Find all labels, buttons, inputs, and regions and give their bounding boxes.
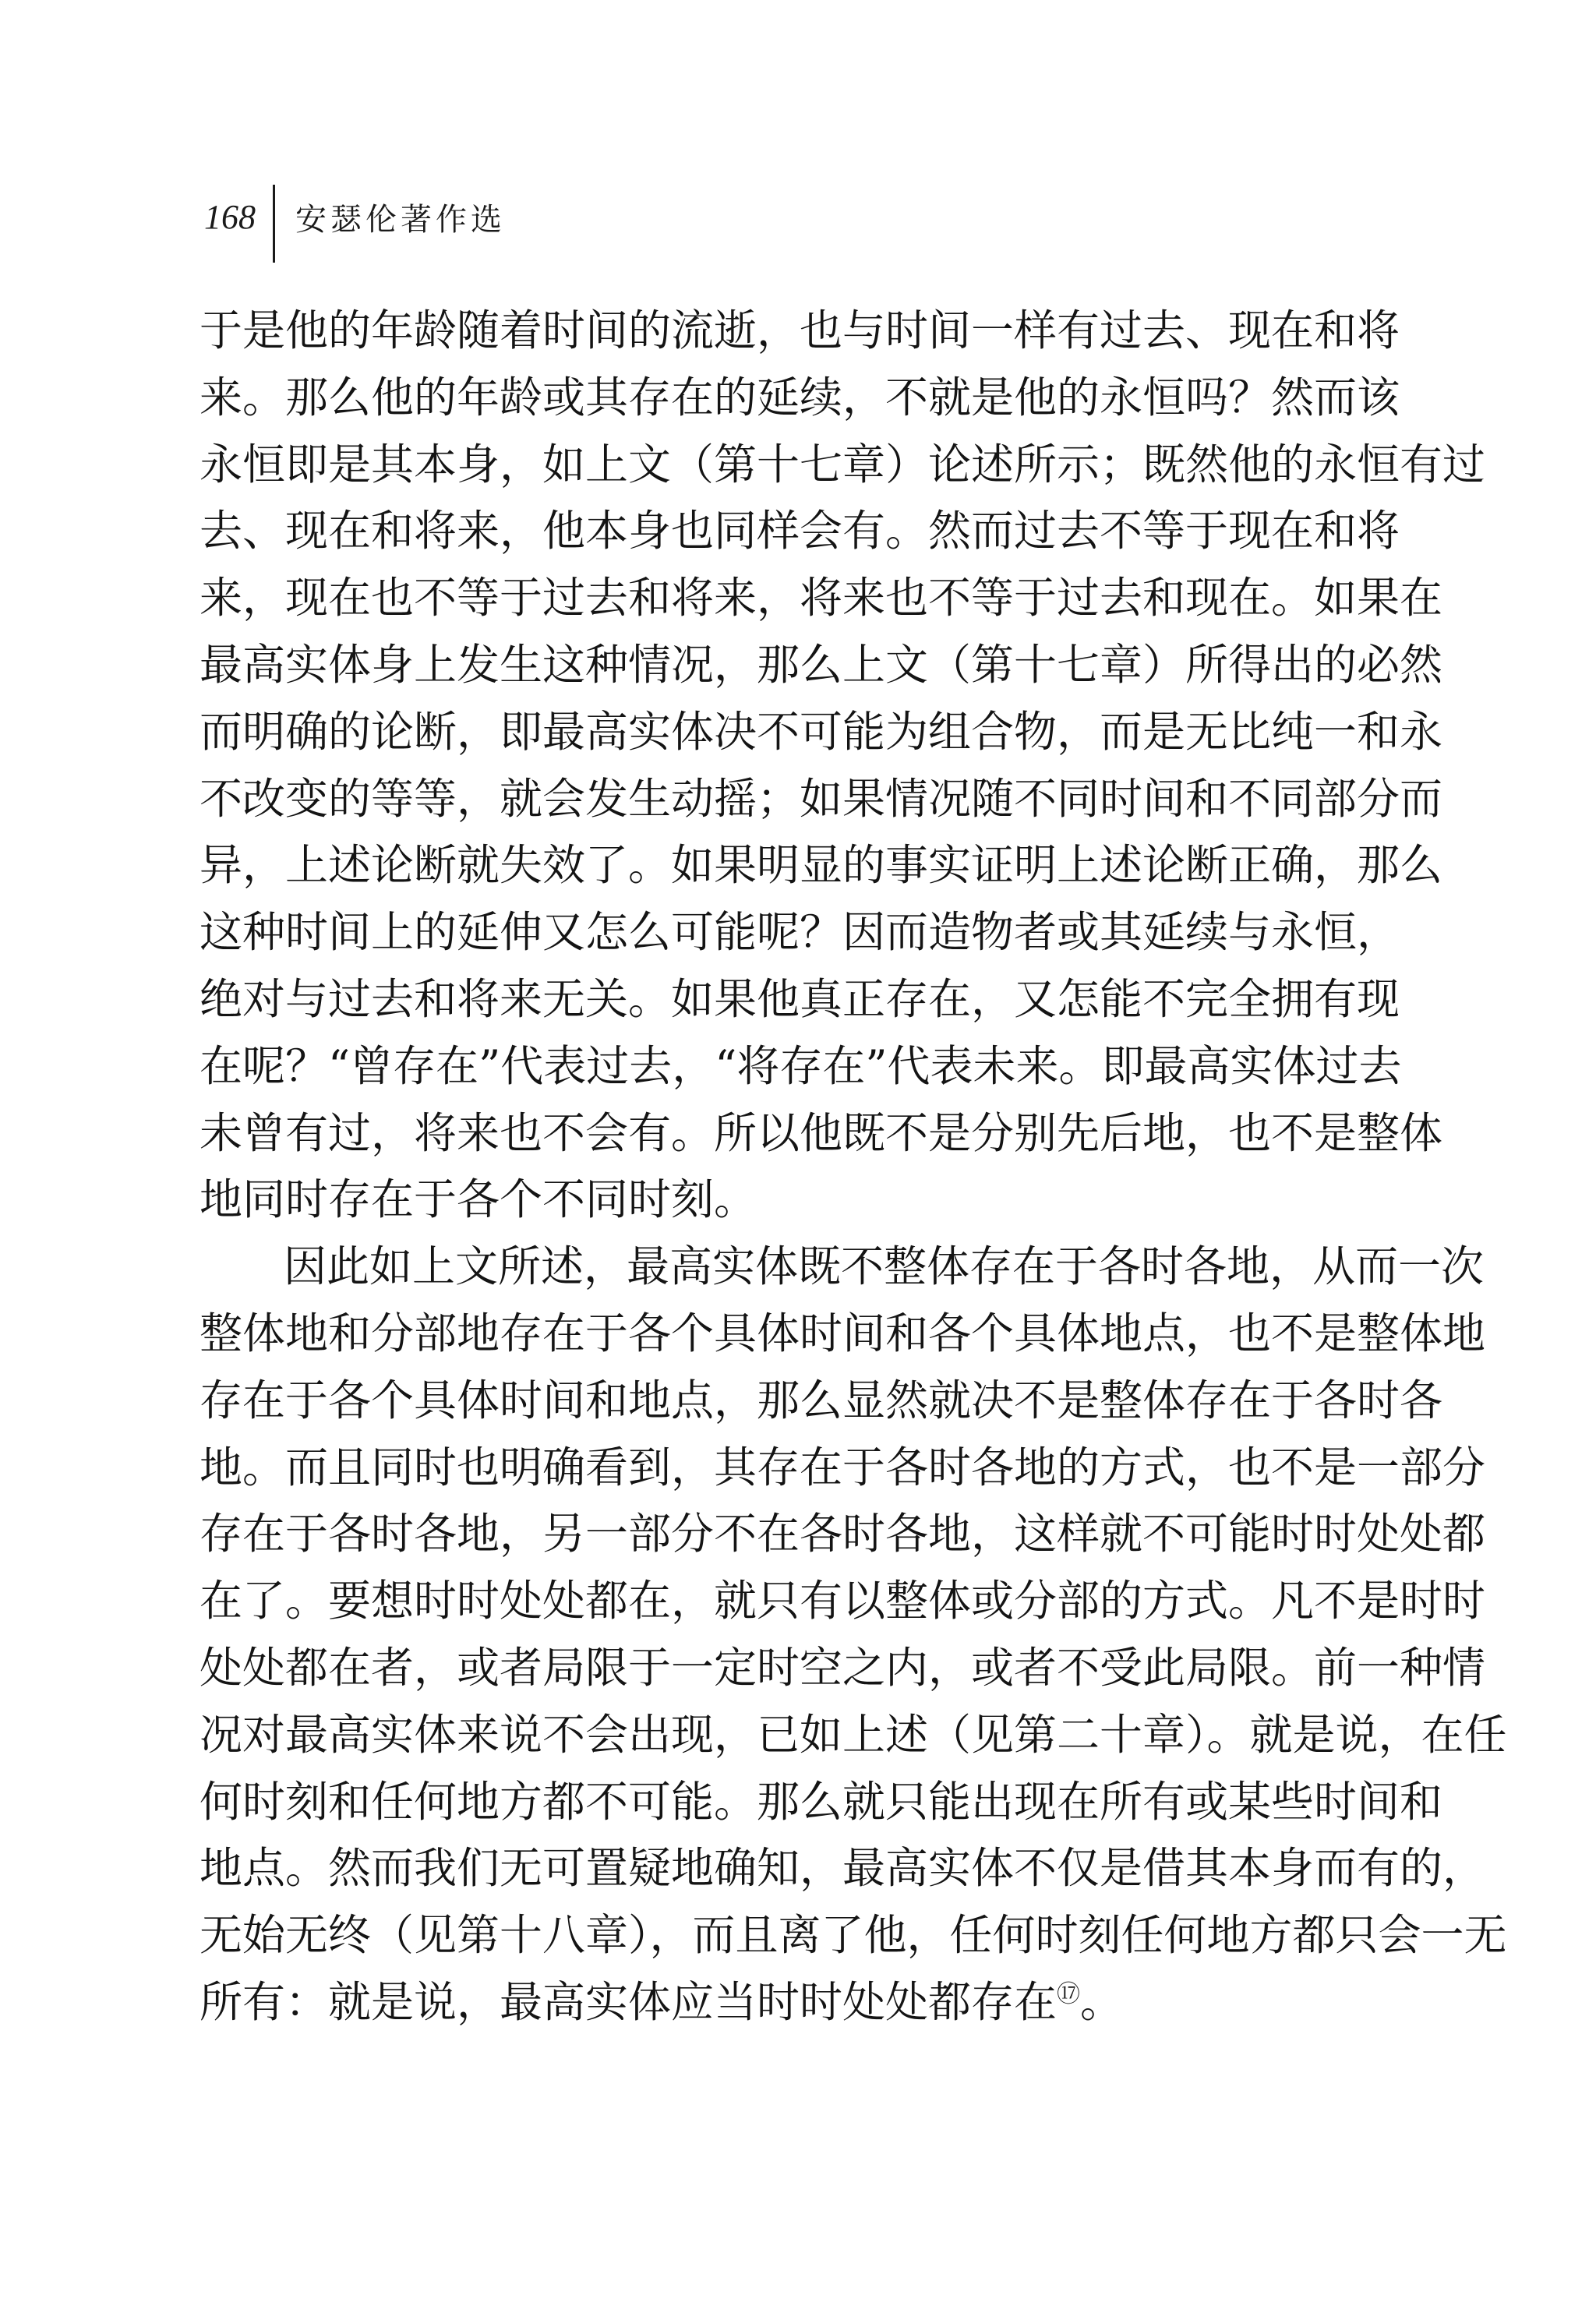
- text-line: 在了。要想时时处处都在，就只有以整体或分部的方式。凡不是时时: [200, 1576, 1486, 1626]
- text-line: 异，上述论断就失效了。如果明显的事实证明上述论断正确，那么: [200, 840, 1443, 891]
- paragraph-2: [200, 1234, 1507, 2036]
- text-line: 地点。然而我们无可置疑地确知，最高实体不仅是借其本身而有的，: [200, 1843, 1486, 1894]
- text-line: 最高实体身上发生这种情况，那么上文（第十七章）所得出的必然: [200, 639, 1443, 690]
- text-line: 这种时间上的延伸又怎么可能呢？因而造物者或其延续与永恒，: [200, 907, 1400, 958]
- text-line: 地。而且同时也明确看到，其存在于各时各地的方式，也不是一部分: [200, 1442, 1486, 1492]
- text-line: 整体地和分部地存在于各个具体时间和各个具体地点，也不是整体地: [200, 1308, 1486, 1358]
- final-line-end: 。: [1080, 1976, 1124, 2027]
- text-line: 永恒即是其本身，如上文（第十七章）论述所示；既然他的永恒有过: [200, 439, 1486, 489]
- text-line: 来。那么他的年龄或其存在的延续，不就是他的永恒吗？然而该: [200, 372, 1400, 422]
- text-line: 地同时存在于各个不同时刻。: [200, 1174, 757, 1225]
- text-line: 而明确的论断，即最高实体决不可能为组合物，而是无比纯一和永: [200, 706, 1443, 757]
- running-header: [204, 178, 506, 256]
- text-line: 况对最高实体来说不会出现，已如上述（见第二十章）。就是说，在任: [200, 1709, 1507, 1760]
- text-line: 来，现在也不等于过去和将来，将来也不等于过去和现在。如果在: [200, 573, 1443, 623]
- text-line: 于是他的年龄随着时间的流逝，也与时间一样有过去、现在和将: [200, 305, 1400, 355]
- text-line: 存在于各时各地，另一部分不在各时各地，这样就不可能时时处处都: [200, 1509, 1486, 1559]
- final-line-text: 所有：就是说，最高实体应当时时处处都存在: [200, 1976, 1058, 2027]
- header-divider: [273, 185, 275, 263]
- text-line: 不改变的等等，就会发生动摇；如果情况随不同时间和不同部分而: [200, 773, 1443, 824]
- text-line: 因此如上文所述，最高实体既不整体存在于各时各地，从而一次: [284, 1241, 1485, 1292]
- text-line: 绝对与过去和将来无关。如果他真正存在，又怎能不完全拥有现: [200, 973, 1400, 1024]
- text-line: 处处都在者，或者局限于一定时空之内，或者不受此局限。前一种情: [200, 1642, 1486, 1693]
- footnote-marker[interactable]: ⑰: [1057, 1980, 1081, 2008]
- paragraph-1: [200, 298, 1486, 1234]
- text-line: 无始无终（见第十八章），而且离了他，任何时刻任何地方都只会一无: [200, 1910, 1507, 1961]
- text-line: 何时刻和任何地方都不可能。那么就只能出现在所有或某些时间和: [200, 1776, 1443, 1827]
- text-line: 未曾有过，将来也不会有。所以他既不是分别先后地，也不是整体: [200, 1107, 1443, 1158]
- book-title: 安瑟伦著作选: [295, 201, 506, 238]
- text-line: 去、现在和将来，他本身也同样会有。然而过去不等于现在和将: [200, 506, 1400, 556]
- body-text: [200, 298, 1507, 2036]
- text-line: 在呢？“曾存在”代表过去，“将存在”代表未来。即最高实体过去: [200, 1040, 1402, 1091]
- page-number: 168: [204, 197, 256, 236]
- text-line-final: [200, 1969, 1396, 2036]
- text-line: 存在于各个具体时间和地点，那么显然就决不是整体存在于各时各: [200, 1375, 1443, 1425]
